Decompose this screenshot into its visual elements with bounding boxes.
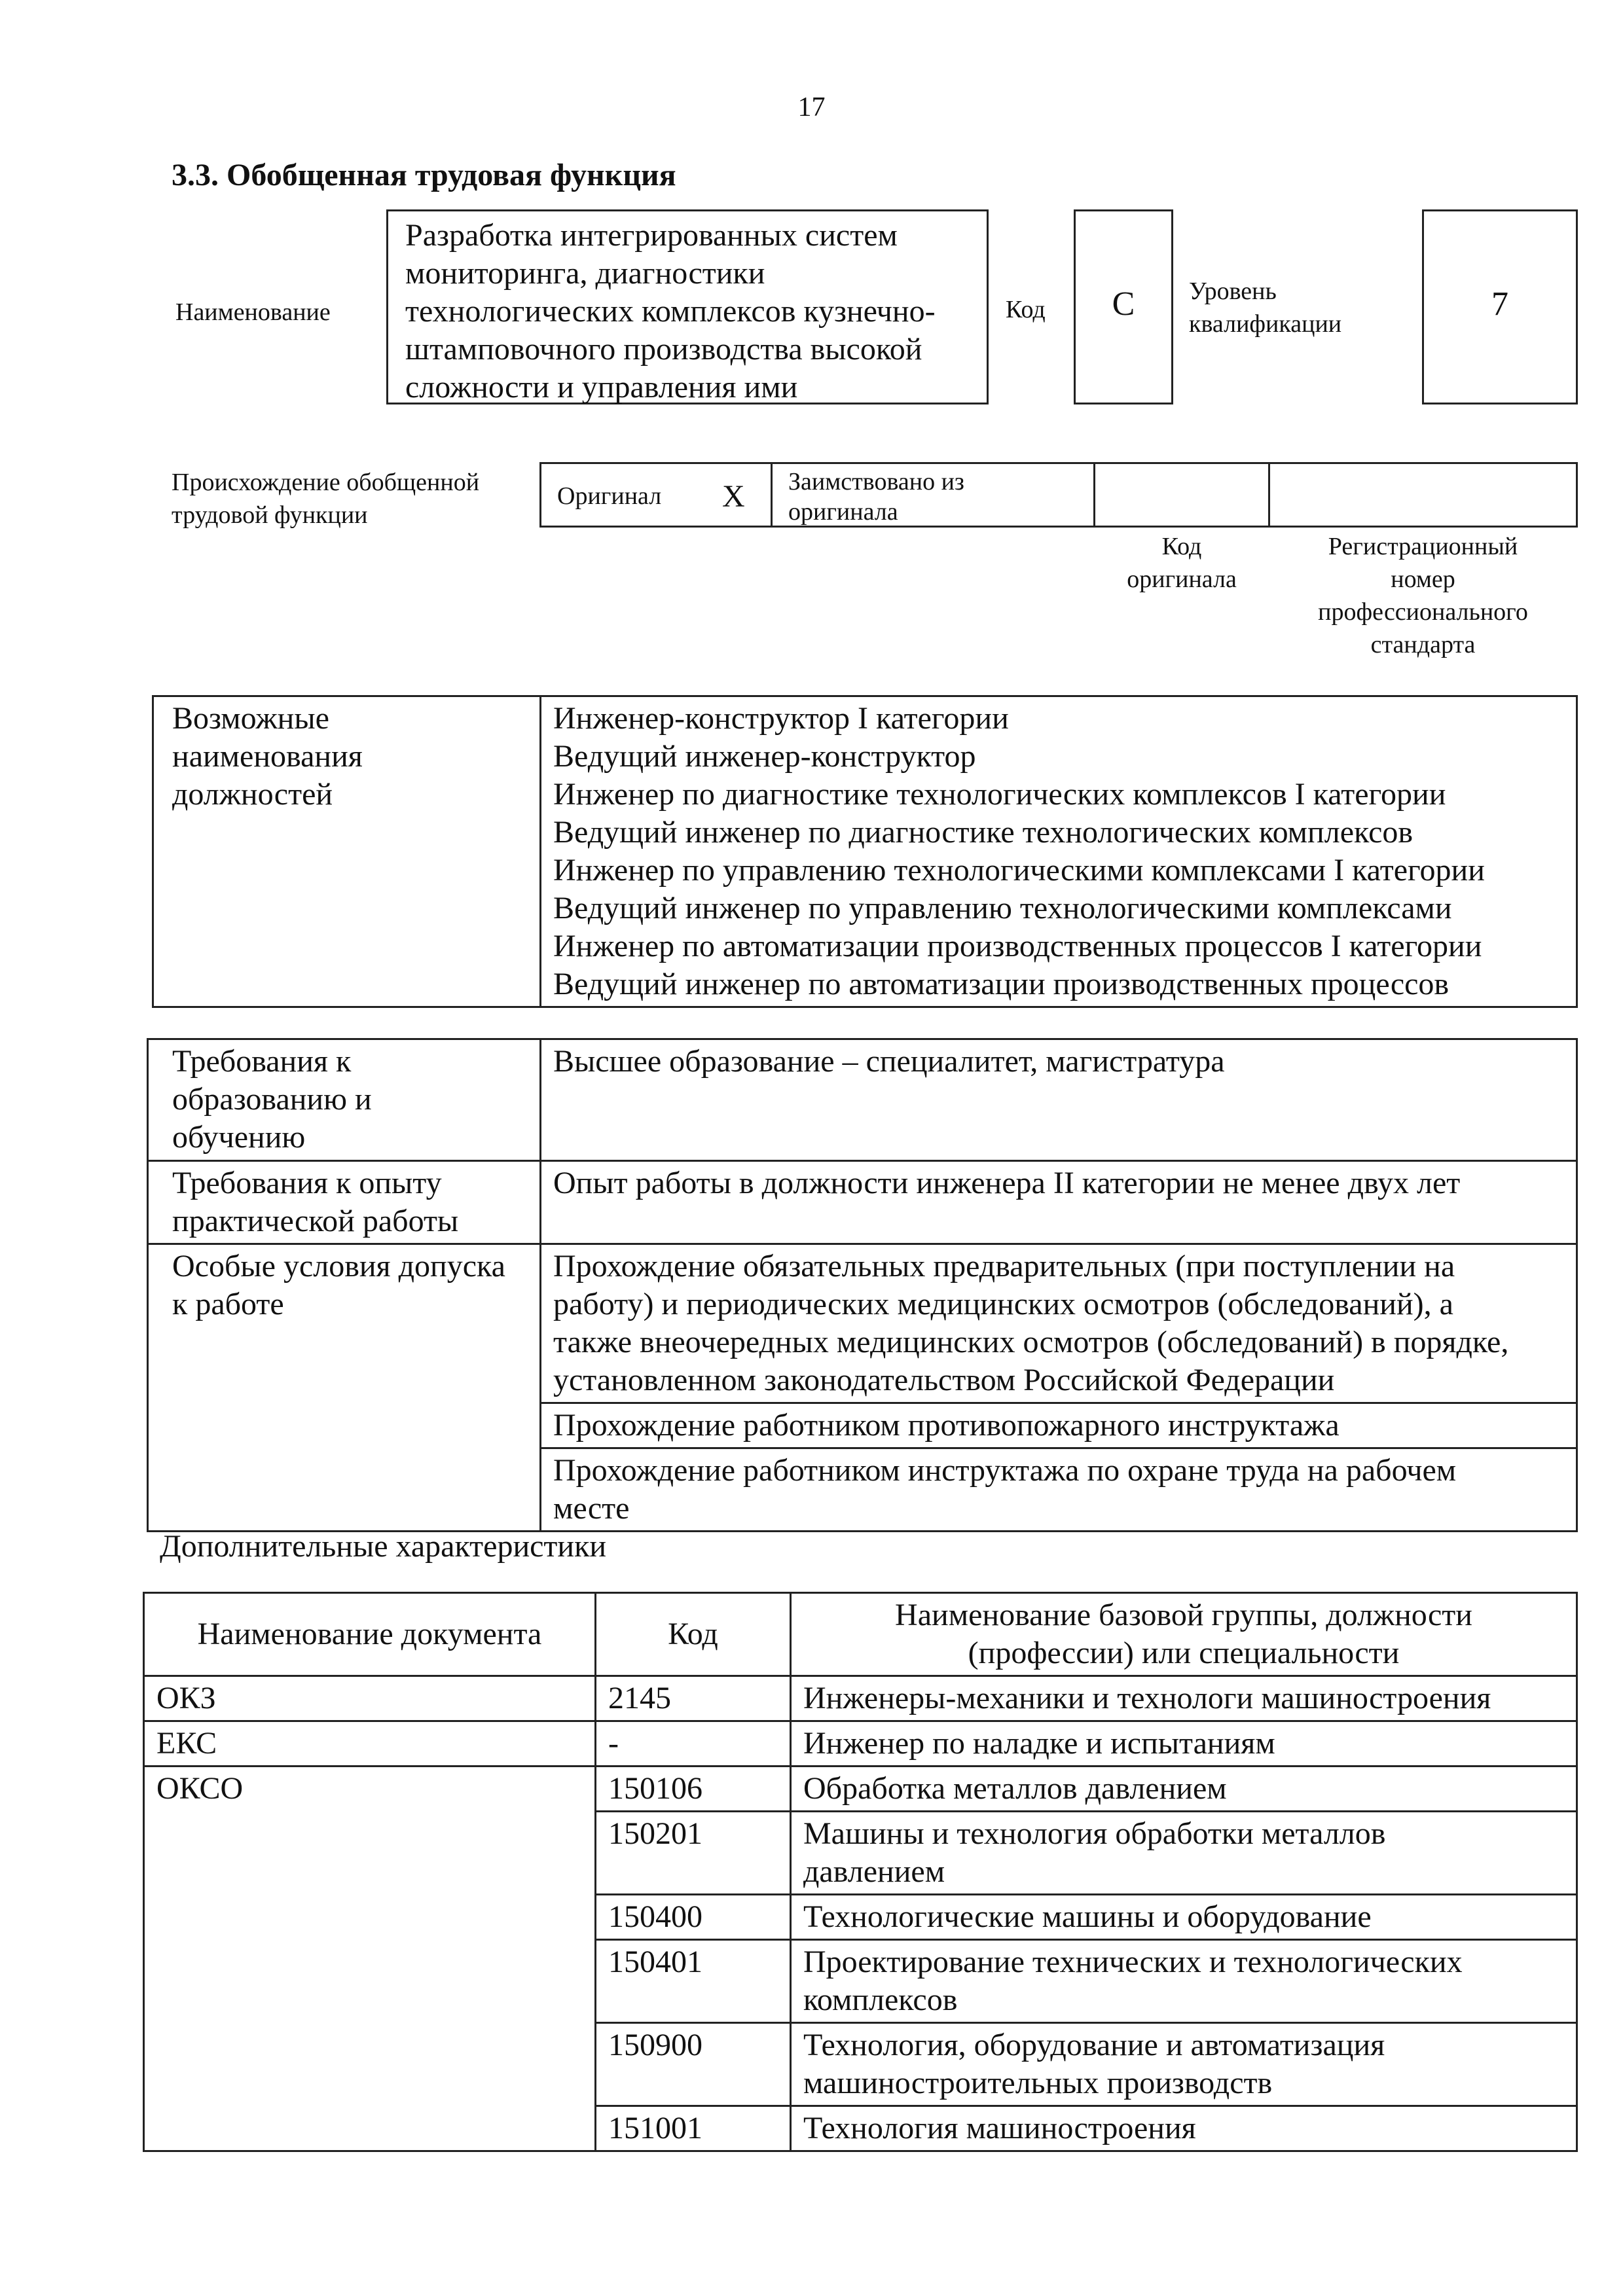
origin-borrowed-cell: Заимствовано из оригинала: [771, 462, 1095, 528]
function-name-line: технологических комплексов кузнечно-: [405, 294, 936, 329]
level-label: Уровень квалификации: [1189, 278, 1342, 338]
code-value-box: С: [1074, 209, 1173, 404]
table-row: 150401 Проектирование технических и технологических комплексов: [144, 1940, 1577, 2023]
positions-table: [152, 695, 1578, 1008]
position-item: Инженер по диагностике технологических комплексов I категории: [553, 777, 1446, 812]
position-item: Ведущий инженер по управлению технологическими комплексами: [553, 891, 1452, 925]
condition-medical: Прохождение обязательных предварительных (при поступлении на работу) и периодических медицинских осмотров (обследований), а также внеочередных медицинских осмотров (обследований) в порядке, установленном законодательством Российской Федерации: [541, 1244, 1577, 1403]
page-number: 17: [797, 92, 826, 122]
education-label: Требования к образованию и обучению: [148, 1039, 541, 1161]
table-row: 150201 Машины и технология обработки металлов давлением: [144, 1812, 1577, 1895]
condition-fire-safety: Прохождение работником противопожарного инструктажа: [541, 1403, 1577, 1448]
table-row: 151001 Технология машиностроения: [144, 2106, 1577, 2151]
column-header-name: Наименование базовой группы, должности (профессии) или специальности: [791, 1593, 1577, 1676]
registration-number-caption: Регистрационный номер профессионального стандарта: [1318, 533, 1528, 658]
function-name-line: сложности и управления ими: [405, 370, 798, 404]
position-item: Ведущий инженер по автоматизации производственных процессов: [553, 967, 1450, 1001]
origin-label: Происхождение обобщенной трудовой функции: [172, 469, 480, 529]
position-item: Ведущий инженер по диагностике технологических комплексов: [553, 815, 1413, 850]
table-row: ЕКС - Инженер по наладке и испытаниям: [144, 1721, 1577, 1767]
original-mark: X: [722, 479, 745, 514]
experience-value: Опыт работы в должности инженера II категории не менее двух лет: [541, 1161, 1577, 1244]
table-row: 150400 Технологические машины и оборудование: [144, 1895, 1577, 1940]
education-value: Высшее образование – специалитет, магистратура: [541, 1039, 1577, 1161]
additional-title: Дополнительные характеристики: [160, 1529, 607, 1564]
position-item: Инженер по автоматизации производственных процессов I категории: [553, 929, 1482, 963]
origin-original-cell: [539, 462, 773, 528]
section-title: 3.3. Обобщенная трудовая функция: [172, 158, 676, 192]
condition-labor-safety: Прохождение работником инструктажа по охране труда на рабочем месте: [541, 1448, 1577, 1532]
code-label: Код: [1006, 296, 1046, 323]
level-value-box: 7: [1422, 209, 1578, 404]
name-label: Наименование: [175, 298, 331, 326]
requirements-table: [147, 1038, 1578, 1532]
additional-table: [143, 1592, 1578, 2152]
positions-label: Возможные наименования должностей: [153, 696, 541, 1007]
position-item: Ведущий инженер-конструктор: [553, 739, 976, 774]
column-header-document: Наименование документа: [144, 1593, 596, 1676]
positions-list: [541, 696, 1577, 1007]
original-label: Оригинал: [557, 482, 662, 510]
function-name-line: мониторинга, диагностики: [405, 256, 765, 291]
table-row: ОКСО 150106 Обработка металлов давлением: [144, 1767, 1577, 1812]
function-name-line: Разработка интегрированных систем: [405, 218, 898, 253]
table-row: ОКЗ 2145 Инженеры-механики и технологи машиностроения: [144, 1676, 1577, 1721]
function-name-box: [386, 209, 989, 404]
position-item: Инженер-конструктор I категории: [553, 701, 1009, 736]
experience-label: Требования к опыту практической работы: [148, 1161, 541, 1244]
original-code-cell: [1093, 462, 1270, 528]
conditions-label: Особые условия допуска к работе: [148, 1244, 541, 1532]
original-code-caption: Код оригинала: [1127, 533, 1237, 593]
registration-number-cell: [1268, 462, 1578, 528]
column-header-code: Код: [596, 1593, 791, 1676]
position-item: Инженер по управлению технологическими комплексами I категории: [553, 853, 1485, 888]
table-row: 150900 Технология, оборудование и автоматизация машиностроительных производств: [144, 2023, 1577, 2106]
function-name-line: штамповочного производства высокой: [405, 332, 922, 367]
